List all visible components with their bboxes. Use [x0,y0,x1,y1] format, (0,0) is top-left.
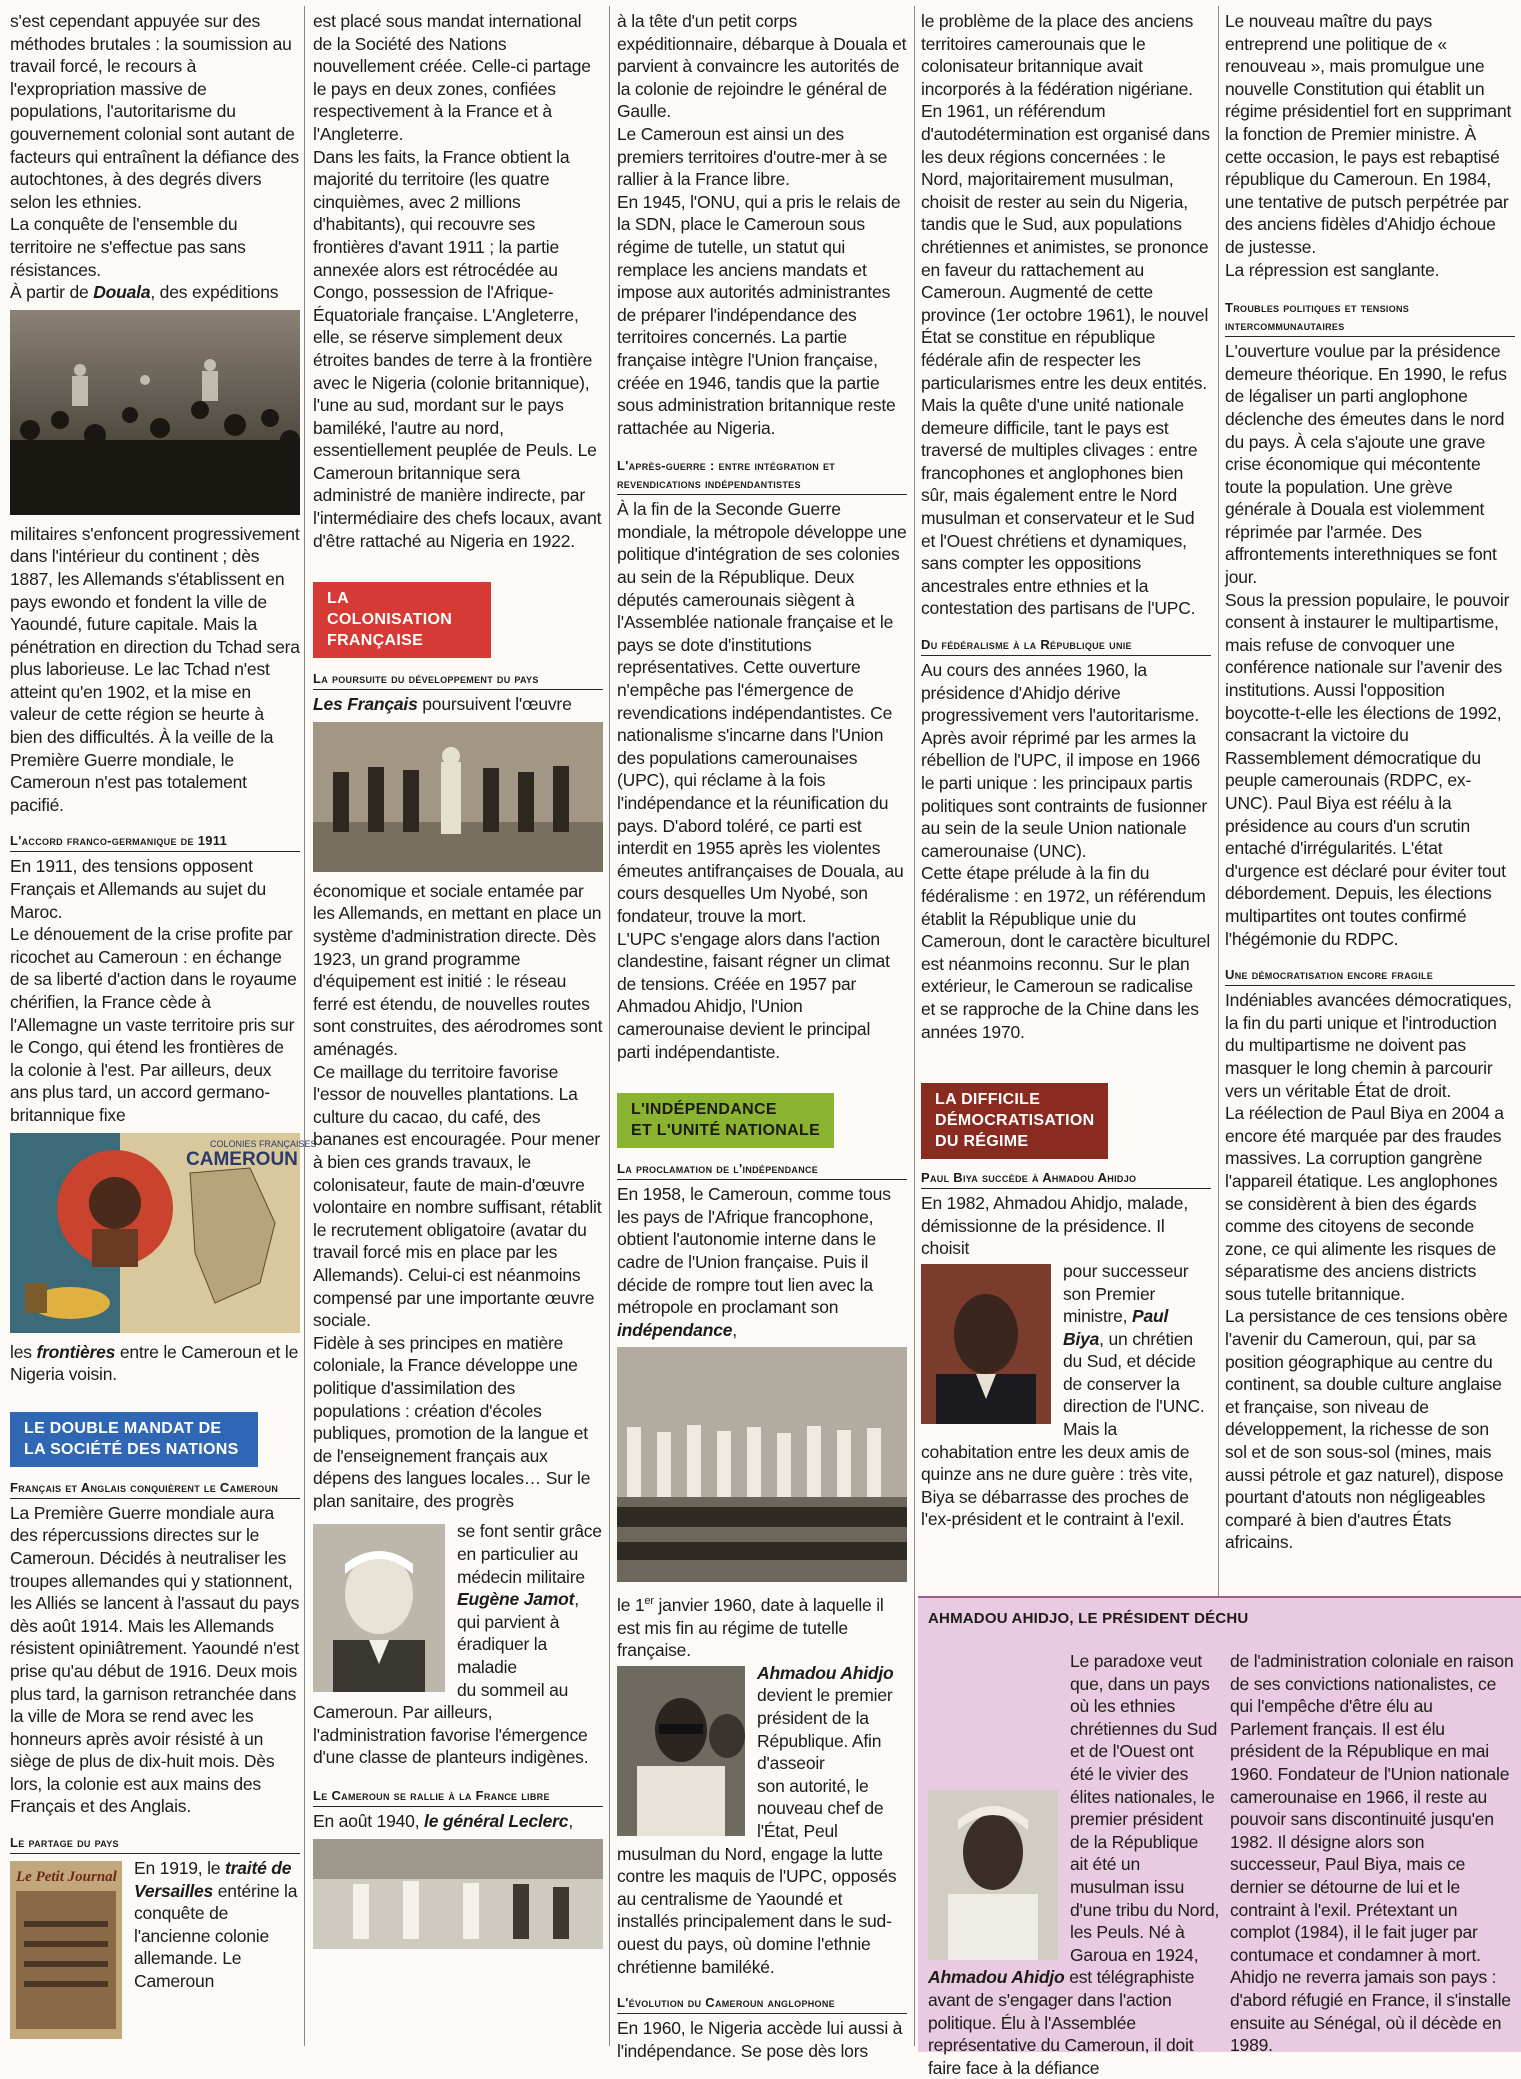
paragraph: En 1961, un référendum d'autodétermination est organisé dans les deux régions concernées : le Nord, majoritairement musulman, choisit de rester au sein du Nigeria, tandis que le Sud, aux populations chrétiennes et animistes, se prononce en faveur du rattachement au Cameroun. Augmenté de cette province (1er octobre 1961), le nouvel État se constitue en république fédérale afin de respecter les particularismes entre les deux entités. Mais la quête d'une unité nationale demeure difficile, tant le pays est traversé de multiples clivages : entre francophones et anglophones bien sûr, mais également entre le Nord musulman et conservateur et le Sud et l'Ouest chrétiens et dynamiques, sans compter les oppositions ancestrales entre ethnies et la contestation des partisans de l'UPC. [921,101,1210,619]
column-rule [1218,6,1219,1596]
paragraph: militaires s'enfoncent progressivement dans l'intérieur du continent ; dès 1887, les Allemands s'établissent en pays ewondo et fondent la ville de Yaoundé, future capitale. Mais la pénétration en direction du Tchad sera plus laborieuse. Le lac Tchad n'est atteint qu'en 1902, et la mise en valeur de cette région se heurte à bien des difficultés. À la veille de la Première Guerre mondiale, le Cameroun n'est pas totalement pacifié. [10,523,300,815]
section-banner: L'INDÉPENDANCE ET L'UNITÉ NATIONALE [617,1093,834,1148]
section-subheading: L'évolution du Cameroun anglophone [617,1994,907,2014]
section-subheading: Du fédéralisme à la République unie [921,636,1211,656]
paragraph: Ahmadou Ahidjo devient le premier président de la République. Afin d'asseoir [757,1662,894,1774]
section-subheading: L'après-guerre : entre intégration et revendications indépendantistes [617,457,907,495]
paragraph: La persistance de ces tensions obère l'avenir du Cameroun, qui, par sa position géographique au centre du continent, sa double culture anglaise et française, son niveau de développement, la richesse de son sol et de son sous-sol (mines, mais aussi pétrole et gaz naturel), dispose pourtant d'atouts non négligeables comparé à bien d'autres États africains. [1225,1306,1508,1553]
paragraph: se font sentir grâce en particulier au médecin militaire Eugène Jamot, qui parvient à éradiquer la maladie [457,1521,602,1678]
paragraph: L'ouverture voulue par la présidence demeure théorique. En 1990, le refus de légaliser un parti anglophone déclenche des émeutes dans le nord du pays. À cela s'ajoute une grave crise économique qui mécontente toute la population. Une grève générale à Douala est violemment réprimée par l'armée. Des affrontements interethniques se font jour. [1225,341,1507,588]
paragraph: En 1945, l'ONU, qui a pris le relais de la SDN, place le Cameroun sous régime de tutelle, un statut qui remplace les anciens mandats et impose aux autorités administrantes de préparer l'indépendance des territoires concernés. La partie française intègre l'Union française, créée en 1946, tandis que la partie sous administration britannique reste rattachée au Nigeria. [617,191,901,438]
section-subheading: Paul Biya succède à Ahmadou Ahidjo [921,1169,1211,1189]
paragraph: La réélection de Paul Biya en 2004 a encore été marquée par des fraudes massives. La corruption gangrène l'appareil étatique. Les anglophones se considèrent à bien des égards comme des citoyens de seconde zone, ce qui alimente les risques de séparatisme des anciens districts sous tutelle britannique. [1225,1103,1504,1304]
column-1 [10,10,317,2040]
paragraph: les frontières entre le Cameroun et le Nigeria voisin. [10,1341,299,1385]
independance-parade-photo [617,1347,907,1582]
paragraph: Le dénouement de la crise profite par ricochet au Cameroun : en échange de sa liberté d'action dans le royaume chérifien, la France cède à l'Allemagne un vaste territoire pris sur le Congo, qui étend les frontières de la colonie à l'est. Par ailleurs, deux ans plus tard, un accord germano-britannique fixe [10,924,297,1125]
column-rule [304,6,305,2046]
douala-crowd-photo [10,310,300,515]
paragraph: pour successeur son Premier ministre, Paul Biya, un chrétien du Sud, et décide de conserver la direction de l'UNC. [1063,1260,1205,1417]
section-subheading: Troubles politiques et tensions intercommunautaires [1225,299,1515,337]
colonial-group-photo [313,722,603,872]
paragraph: En 1911, des tensions opposent Français et Allemands au sujet du Maroc. [10,856,267,922]
section-subheading: La poursuite du développement du pays [313,670,603,690]
box-title: AHMADOU AHIDJO, LE PRÉSIDENT DÉCHU [928,1610,1249,1627]
paragraph: est placé sous mandat international de la Société des Nations nouvellement créée. Celle-ci partage le pays en deux zones, confiées respectivement à la France et à l'Angleterre. [313,11,591,144]
paragraph: Indéniables avancées démocratiques, la fin du parti unique et l'introduction du multipartisme ne doivent pas masquer le long chemin à parcourir vers un véritable État de droit. [1225,990,1512,1101]
column-rule [609,6,610,2046]
paragraph: Le Cameroun est ainsi un des premiers territoires d'outre-mer à se rallier à la France libre. [617,123,888,190]
colonial-map-poster [10,1133,317,1333]
paragraph: Fidèle à ses principes en matière coloniale, la France développe une politique d'assimilation des populations : création d'écoles publiques, promotion de la langue et de l'enseignement français aux dépens des langues locales… Sur le plan sanitaire, des progrès [313,1332,591,1511]
paragraph: Au cours des années 1960, la présidence d'Ahidjo dérive progressivement vers l'autoritarisme. Après avoir réprimé par les armes la rébellion de l'UPC, il impose en 1966 le parti unique : les principaux partis politiques sont contraints de fusionner au sein de la seule Union nationale camerounaise (UNC). [921,660,1207,861]
paragraph: économique et sociale entamée par les Allemands, en mettant en place un système d'administration directe. Dès 1923, un grand programme d'équipement est initié : le réseau ferré est étendu, de nouvelles routes sont construites, des aérodromes sont aménagés. [313,880,603,1059]
ahidjo-photo [617,1666,745,1836]
journal-title: Le Petit Journal [16,1869,117,1886]
paragraph: L'UPC s'engage alors dans l'action clandestine, faisant régner un climat de tensions. Créée en 1957 par Ahmadou Ahidjo, l'Union camerounaise devient le principal parti indépendantiste. [617,928,890,1062]
paragraph: En 1960, le Nigeria accède lui aussi à l'indépendance. Se pose dès lors [617,2018,903,2061]
paragraph: Le nouveau maître du pays entreprend une politique de « renouveau », mais promulgue une nouvelle Constitution qui établit un régime présidentiel fort en supprimant la fonction de Premier ministre. À cette occasion, le pays est rebaptisé république du Cameroun. En 1984, une tentative de putsch perpétrée par des anciens fidèles d'Ahidjo échoue de justesse. [1225,11,1512,257]
column-5 [1225,10,1515,1590]
map-title-small: COLONIES FRANÇAISES [210,1138,317,1149]
paragraph: Dans les faits, la France obtient la majorité du territoire (les quatre cinquièmes, avec 2 millions d'habitants), qui recouvre ses frontières d'avant 1911 ; la partie annexée alors est rétrocédée au Congo, possession de l'Afrique-Équatoriale française. L'Angleterre, elle, se réserve simplement deux étroites bandes de terre à la frontière avec le Nigeria (colonie britannique), l'une au sud, mordant sur le pays bamiléké, l'autre au nord, essentiellement peuplée de Peuls. Le Cameroun britannique sera administré de manière indirecte, par l'intermédiaire des chefs locaux, avant d'être rattaché au Nigeria en 1922. [313,146,602,551]
paragraph: le problème de la place des anciens territoires camerounais que le colonisateur britannique avait incorporés à la fédération nigériane. [921,11,1194,99]
paragraph: son autorité, le nouveau chef de l'État, Peul musulman du Nord, engage la lutte contre les maquis de l'UPC, opposés au centralisme de Yaoundé et installés principalement dans le sud-ouest du pays, où domine l'ethnie chrétienne bamiléké. [617,1775,897,1977]
paragraph: à la tête d'un petit corps expéditionnaire, débarque à Douala et parvient à convaincre les autorités de la colonie de rejoindre le général de Gaulle. [617,11,907,122]
petit-journal-cover [10,1861,122,2039]
section-subheading: Une démocratisation encore fragile [1225,966,1515,986]
section-subheading: La proclamation de l'indépendance [617,1160,907,1180]
map-title: CAMEROUN [186,1148,298,1170]
section-subheading: Le partage du pays [10,1834,300,1854]
section-banner: LA COLONISATION FRANÇAISE [313,582,491,658]
section-subheading: Français et Anglais conquièrent le Cameroun [10,1479,300,1499]
paragraph: À partir de Douala, des expéditions [10,282,279,303]
paragraph: La conquête de l'ensemble du territoire ne s'effectue pas sans résistances. [10,214,246,280]
paragraph: En 1958, le Cameroun, comme tous les pays de l'Afrique francophone, obtient l'autonomie interne dans le cadre de l'Union française. Puis il décide de rompre tout lien avec la métropole en proclamant son indépendance, [617,1184,891,1340]
paragraph: Les Français poursuivent l'œuvre [313,694,572,715]
paragraph: Mais la cohabitation entre les deux amis de quinze ans ne dure guère : très vite, Biya se débarrasse des proches de l'ex-président et le contraint à l'exil. [921,1419,1193,1530]
column-3 [617,10,907,2061]
column-2 [313,10,603,2040]
paragraph: La répression est sanglante. [1225,259,1440,280]
paragraph: La Première Guerre mondiale aura des répercussions directes sur le Cameroun. Décidés à neutraliser les troupes allemandes qui y stationnent, les Alliés se lancent à l'assaut du pays dès août 1914. Mais les Allemands résistent opiniâtrement. Yaoundé n'est prise qu'au début de 1916. Deux mois plus tard, la garnison retranchée dans la ville de Mora se rend avec les honneurs après avoir résisté à un siège de plus de dix-huit mois. Dès lors, la colonie est aux mains des Français et des Anglais. [10,1502,300,1817]
paragraph: Sous la pression populaire, le pouvoir consent à instaurer le multipartisme, mais refuse de convoquer une conférence nationale sur l'avenir des institutions. Aussi l'opposition boycotte-t-elle les élections de 1992, consacrant la victoire du Rassemblement démocratique du peuple camerounais (RDPC, ex-UNC). Paul Biya est réélu à la présidence au cours d'un scrutin entaché d'irrégularités. L'état d'urgence est déclaré pour éviter tout débordement. Depuis, les élections multipartites ont toutes confirmé l'hégémonie du RDPC. [1225,589,1510,949]
paragraph: du sommeil au Cameroun. Par ailleurs, l'administration favorise l'émergence d'une classe de planteurs indigènes. [313,1679,589,1768]
ahidjo-portrait [928,1790,1058,1960]
section-subheading: L'accord franco-germanique de 1911 [10,832,300,852]
leclerc-photo [313,1839,603,1949]
ahidjo-sidebar-box [918,1596,1521,2078]
paragraph: le 1er janvier 1960, date à laquelle il est mis fin au régime de tutelle française. [617,1595,884,1661]
paragraph: En 1982, Ahmadou Ahidjo, malade, démissionne de la présidence. Il choisit [921,1193,1188,1259]
paragraph: s'est cependant appuyée sur des méthodes brutales : la soumission au travail forcé, le recours à l'expropriation massive de populations, l'autoritarisme du gouvernement colonial sont autant de facteurs qui entraînent la défiance des autochtones, à des degrés divers selon les ethnies. [10,11,299,212]
paragraph: En août 1940, le général Leclerc, [313,1811,573,1831]
paragraph: Ce maillage du territoire favorise l'essor de nouvelles plantations. La culture du cacao, du café, des bananes est encouragée. Pour mener à bien ces grands travaux, le colonisateur, faute de main-d'œuvre volontaire en nombre suffisant, rétablit le recrutement obligatoire (avatar du travail forcé mis en place par les Allemands). Celui-ci est néanmoins compensé par une importante œuvre sociale. [313,1061,602,1331]
section-banner: LA DIFFICILE DÉMOCRATISATION DU RÉGIME [921,1083,1108,1159]
section-subheading: Le Cameroun se rallie à la France libre [313,1787,603,1807]
paragraph: Cette étape prélude à la fin du fédéralisme : en 1972, un référendum établit la République unie du Cameroun, dont le caractère biculturel est néanmoins reconnu. Sur le plan extérieur, le Cameroun se radicalise et se rapproche de la Chine dans les années 1970. [921,863,1211,1042]
paragraph: À la fin de la Seconde Guerre mondiale, la métropole développe une politique d'intégration de ses colonies au sein de la République. Deux députés camerounais siègent à l'Assemblée nationale française et le pays se dote d'institutions représentatives. Cette ouverture n'empêche pas l'émergence de revendications indépendantistes. Ce nationalisme s'incarne dans l'Union des populations camerounaises (UPC), qui réclame à la fois l'indépendance et la réunification du pays. D'abord toléré, ce parti est interdit en 1955 après les violentes émeutes antifrançaises de Douala, au cours desquelles Um Nyobé, son fondateur, trouve la mort. [617,499,907,926]
paragraph: En 1919, le traité de Versailles entérine la conquête de l'ancienne colonie allemande. Le Cameroun [134,1858,298,1992]
paragraph: de l'administration coloniale en raison de ses convictions nationalistes, ce qui l'empêche d'être élu au Parlement français. Il est élu président de la République en mai 1960. Fondateur de l'Union nationale camerounaise en 1966, il reste au pouvoir sans discontinuité jusqu'en 1982. Il désigne alors son successeur, Paul Biya, mais ce dernier se détourne de lui et le contraint à l'exil. Prétextant un complot (1984), il le fait juger par contumace et condamner à mort. Ahidjo ne reverra jamais son pays : d'abord réfugié en France, il s'installe ensuite au Sénégal, où il décède en 1989. [1230,1651,1514,2056]
column-rule [914,6,915,2046]
paragraph: Le paradoxe veut que, dans un pays où les ethnies chrétiennes du Sud et de l'Ouest ont été le vivier des élites nationales, le premier président de la République ait été un musulman issu d'une tribu du Nord, les Peuls. Né à Garoua en 1924, Ahmadou Ahidjo est télégraphiste avant de s'engager dans l'action politique. Élu à l'Assemblée représentative du Cameroun, il doit faire face à la défiance [928,1651,1220,2078]
jamot-portrait [313,1524,445,1692]
section-banner: LE DOUBLE MANDAT DE LA SOCIÉTÉ DES NATIONS [10,1412,258,1467]
paul-biya-photo [921,1264,1051,1424]
